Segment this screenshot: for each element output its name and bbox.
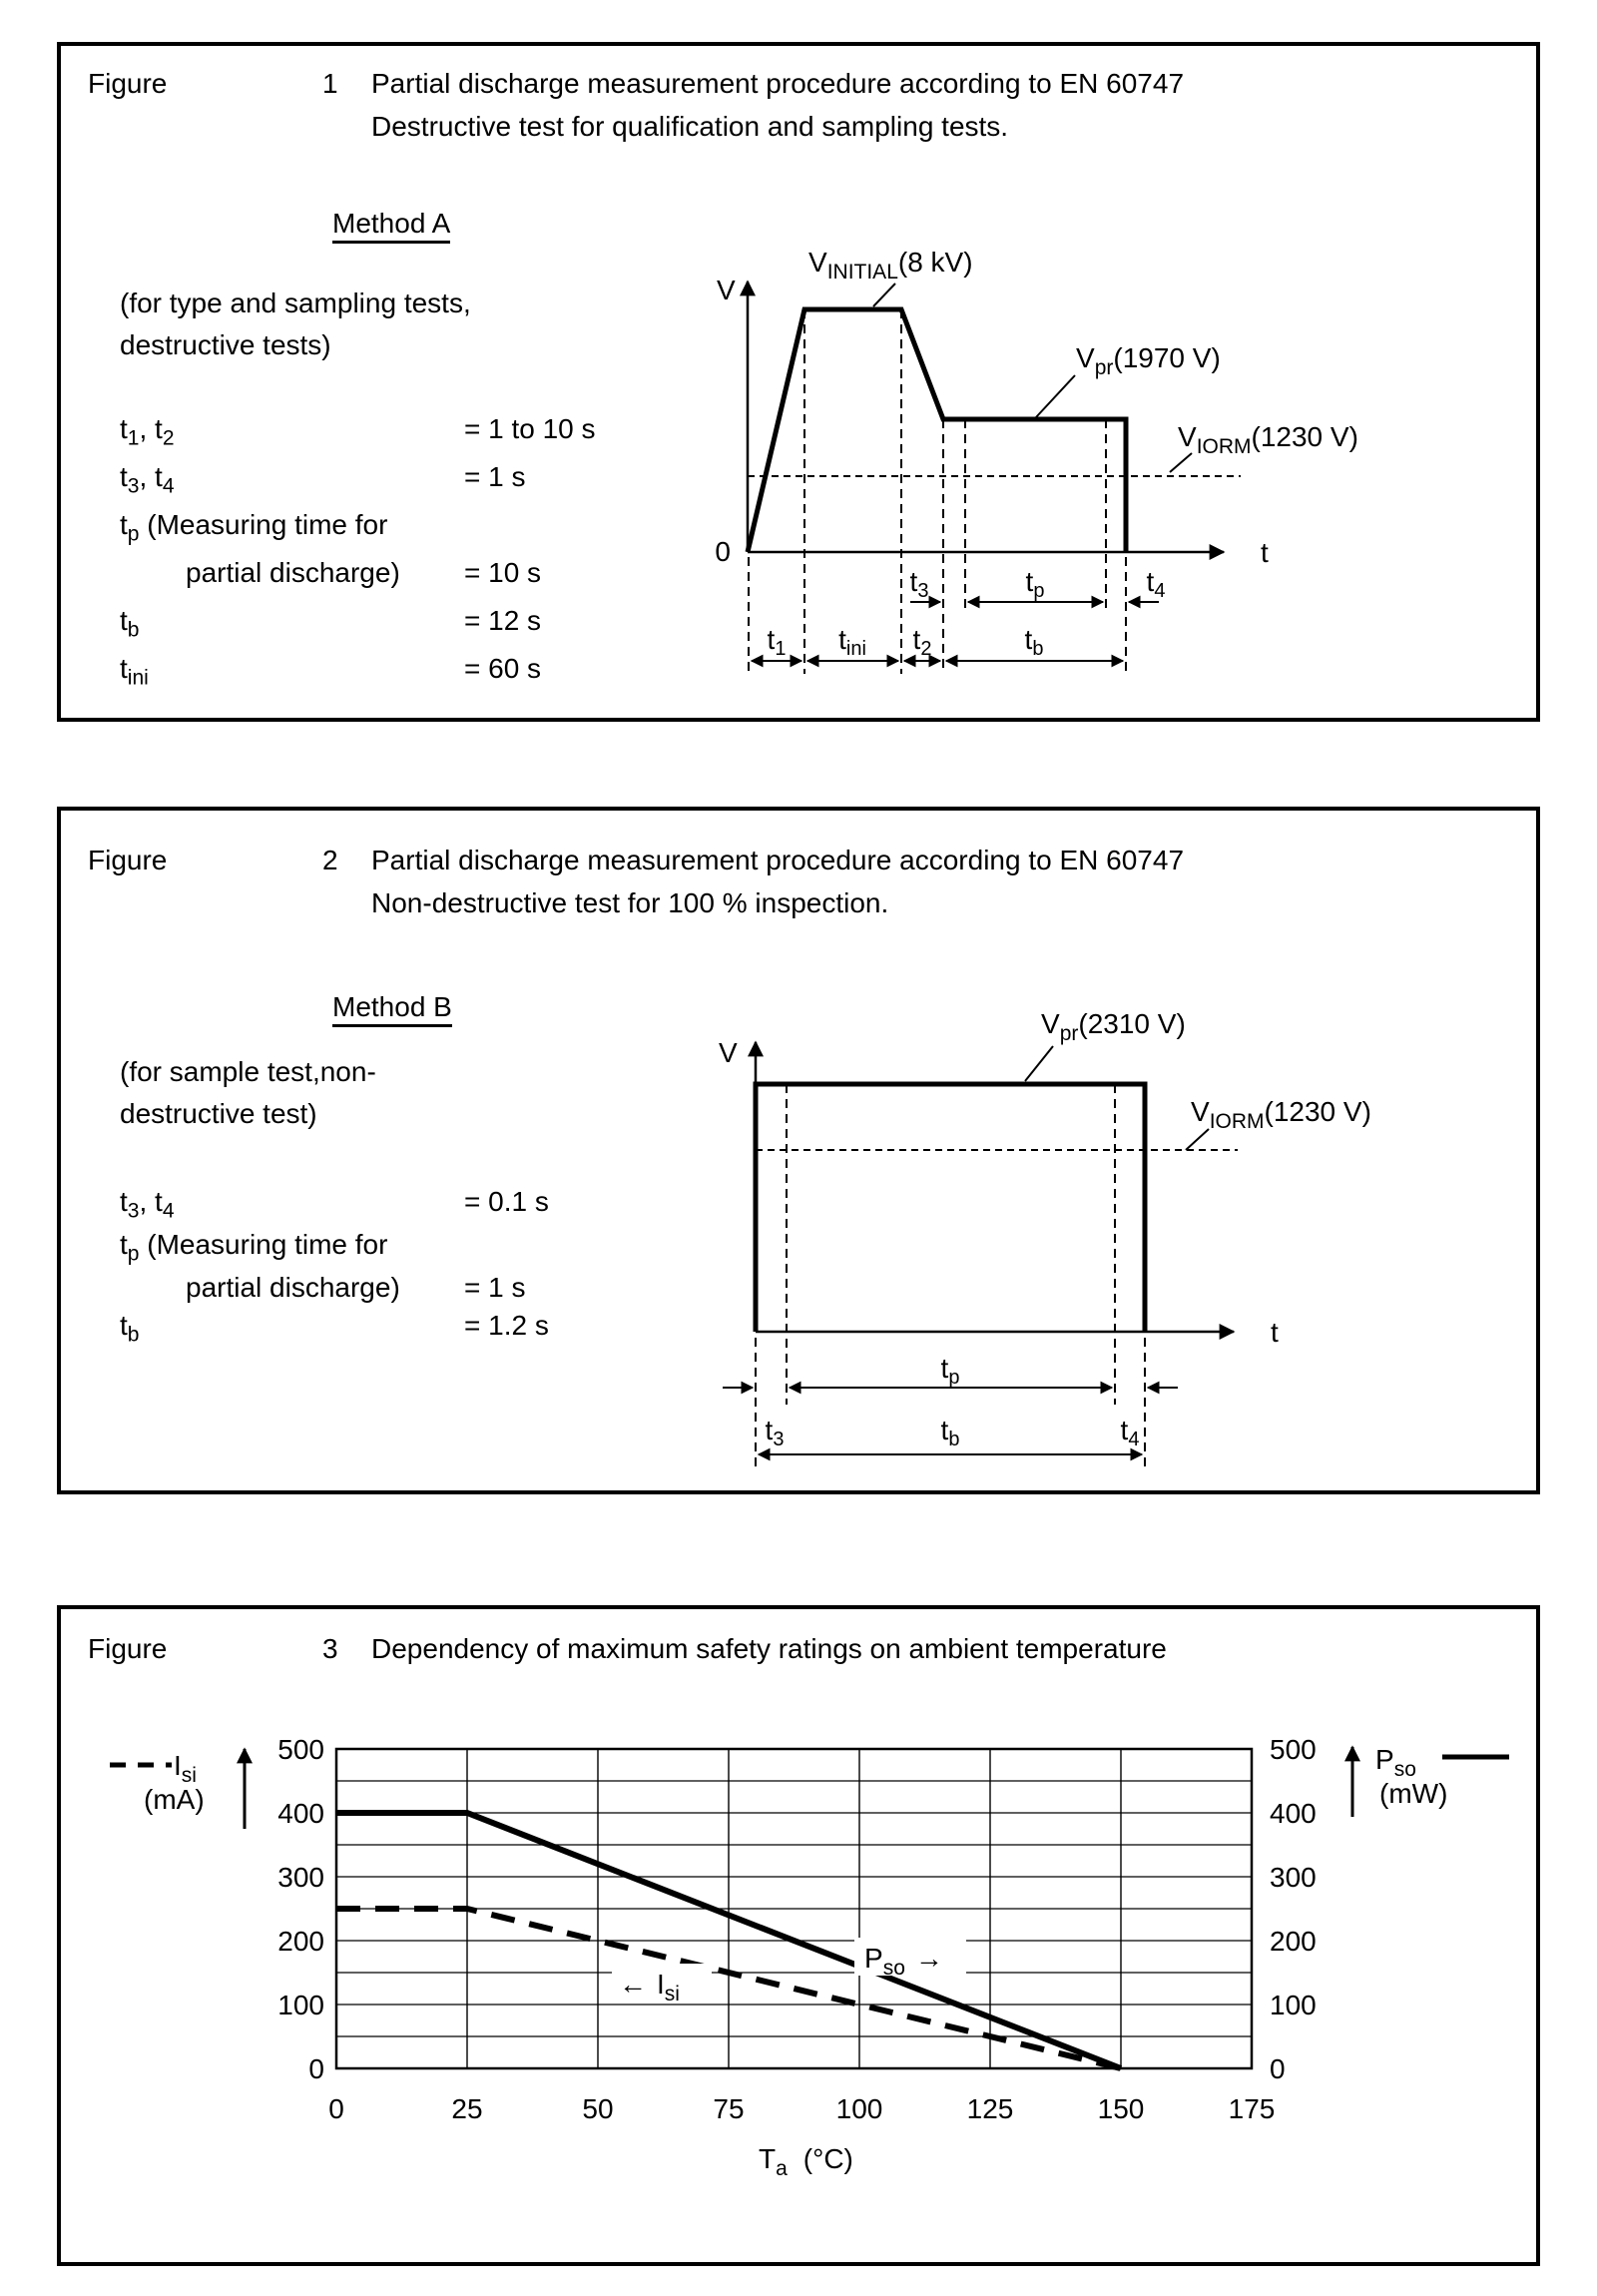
v-iorm-label: $V_{IORM}(1230$ V) [1178, 421, 1358, 458]
param-symbol: partial discharge) [186, 557, 400, 588]
figure1-caption-label: Figure [88, 68, 168, 99]
param-symbol: $t_b$ [120, 1310, 140, 1347]
figure2-title-line1: Partial discharge measurement procedure according to EN 60747 [371, 845, 1185, 875]
y-axis-right [1270, 1734, 1317, 2084]
x-tick-label: 125 [966, 2093, 1014, 2124]
y-tick-label: 0 [1270, 2053, 1286, 2084]
y-tick-label: 500 [277, 1734, 324, 1765]
param-symbol: $t_1$, $t_2$ [120, 413, 175, 450]
figure1-scope-line1: (for type and sampling tests, [120, 287, 471, 318]
isi-annotation: ← $I_{si}$ [619, 1969, 680, 2006]
param-value: = 1.2 s [464, 1310, 549, 1341]
param-value: = 1 s [464, 461, 526, 492]
param-value: = 12 s [464, 605, 542, 636]
param-symbol: $t_{ini}$ [120, 653, 149, 690]
v-pr-label: $V_{pr}(2310$ V) [1041, 1008, 1186, 1045]
param-symbol: partial discharge) [186, 1272, 400, 1303]
param-symbol: $t_p$ (Measuring time for [120, 509, 388, 546]
param-value: = 1 s [464, 1272, 526, 1303]
param-value: = 10 s [464, 557, 542, 588]
legend-isi [110, 1749, 245, 1829]
param-symbol: $t_3$, $t_4$ [120, 461, 175, 498]
v-pr-pointer [1036, 375, 1075, 417]
isi-legend-label: $I_{si}$ [174, 1750, 197, 1787]
voltage-pulse [756, 1084, 1145, 1332]
param-symbol: $t_b$ [120, 605, 140, 642]
figure3-caption-number: 3 [322, 1633, 338, 1664]
v-initial-pointer [873, 284, 895, 306]
pso-annotation: $P_{so}$ → [864, 1943, 943, 1980]
v-iorm-pointer [1186, 1129, 1209, 1150]
param-symbol: $t_3$, $t_4$ [120, 1186, 175, 1223]
legend-pso [1352, 1744, 1509, 1817]
y-tick-label: 400 [1270, 1798, 1317, 1829]
figure2-caption-number: 2 [322, 845, 338, 875]
v-axis-label: V [717, 275, 736, 305]
figure2-diagram [679, 988, 1397, 1487]
figure1-scope-line2: destructive tests) [120, 329, 331, 360]
figure2-title-line2: Non-destructive test for 100 % inspection. [371, 887, 889, 918]
y-tick-label: 200 [277, 1926, 324, 1957]
y-tick-label: 300 [1270, 1862, 1317, 1893]
x-tick-label: 100 [835, 2093, 883, 2124]
y-tick-label: 300 [277, 1862, 324, 1893]
dim-label-t4: $t_4$ [1120, 1415, 1140, 1450]
v-iorm-pointer [1170, 453, 1192, 472]
param-symbol: $t_p$ (Measuring time for [120, 1229, 388, 1266]
param-value: = 60 s [464, 653, 542, 684]
param-value: = 0.1 s [464, 1186, 549, 1217]
x-tick-label: 75 [713, 2093, 745, 2124]
x-tick-label: 0 [328, 2093, 344, 2124]
v-pr-label: $V_{pr}(1970$ V) [1076, 342, 1221, 379]
x-tick-label: 175 [1228, 2093, 1276, 2124]
dim-label-t3: $t_3$ [765, 1415, 785, 1450]
origin-label: 0 [715, 536, 731, 567]
dim-label-t4: $t_4$ [1146, 566, 1166, 602]
y-tick-label: 500 [1270, 1734, 1317, 1765]
figure2-scope-line1: (for sample test,non- [120, 1056, 376, 1087]
pso-legend-label: $P_{so}$ [1375, 1744, 1416, 1781]
figure1-title-line2: Destructive test for qualification and sampling tests. [371, 111, 1009, 142]
figure1-title-line1: Partial discharge measurement procedure according to EN 60747 [371, 68, 1185, 99]
y-tick-label: 200 [1270, 1926, 1317, 1957]
x-axis-title: $T_a$ (°C) [759, 2143, 853, 2180]
dim-label-tini: $t_{ini}$ [838, 624, 866, 660]
x-tick-label: 25 [451, 2093, 483, 2124]
dim-label-tb: $t_b$ [1024, 624, 1044, 660]
x-axis [328, 2093, 1275, 2124]
dim-label-tb: $t_b$ [940, 1415, 960, 1450]
v-axis-label: V [719, 1037, 738, 1068]
x-tick-label: 150 [1097, 2093, 1145, 2124]
figure2-caption-label: Figure [88, 845, 168, 875]
v-initial-label: $V_{INITIAL}(8$ kV) [808, 247, 973, 284]
y-tick-label: 100 [1270, 1990, 1317, 2020]
figure1-method-heading: Method A [332, 208, 450, 244]
x-tick-label: 50 [582, 2093, 614, 2124]
figure1-caption-number: 1 [322, 68, 338, 99]
figure2-scope-line2: destructive test) [120, 1098, 317, 1129]
figure3-caption-label: Figure [88, 1633, 168, 1664]
dim-label-t1: $t_1$ [767, 624, 787, 660]
v-iorm-label: $V_{IORM}(1230$ V) [1191, 1096, 1371, 1133]
y-tick-label: 100 [277, 1990, 324, 2020]
figure2-method-heading: Method B [332, 991, 452, 1027]
y-axis-left [277, 1734, 324, 2084]
figure1-diagram [679, 240, 1397, 699]
isi-legend-unit: (mA) [144, 1784, 205, 1815]
dim-label-t2: $t_2$ [912, 624, 932, 660]
t-axis-label: t [1261, 537, 1269, 568]
figure3-title: Dependency of maximum safety ratings on ambient temperature [371, 1633, 1167, 1664]
pso-legend-unit: (mW) [1379, 1778, 1448, 1809]
figure3-chart [60, 1717, 1542, 2226]
y-tick-label: 0 [308, 2053, 324, 2084]
dim-label-tp: $t_p$ [940, 1353, 960, 1389]
t-axis-label: t [1271, 1317, 1279, 1348]
y-tick-label: 400 [277, 1798, 324, 1829]
dim-label-t3: $t_3$ [909, 566, 929, 602]
param-value: = 1 to 10 s [464, 413, 596, 444]
v-pr-pointer [1025, 1046, 1053, 1081]
dim-label-tp: $t_p$ [1025, 566, 1045, 602]
